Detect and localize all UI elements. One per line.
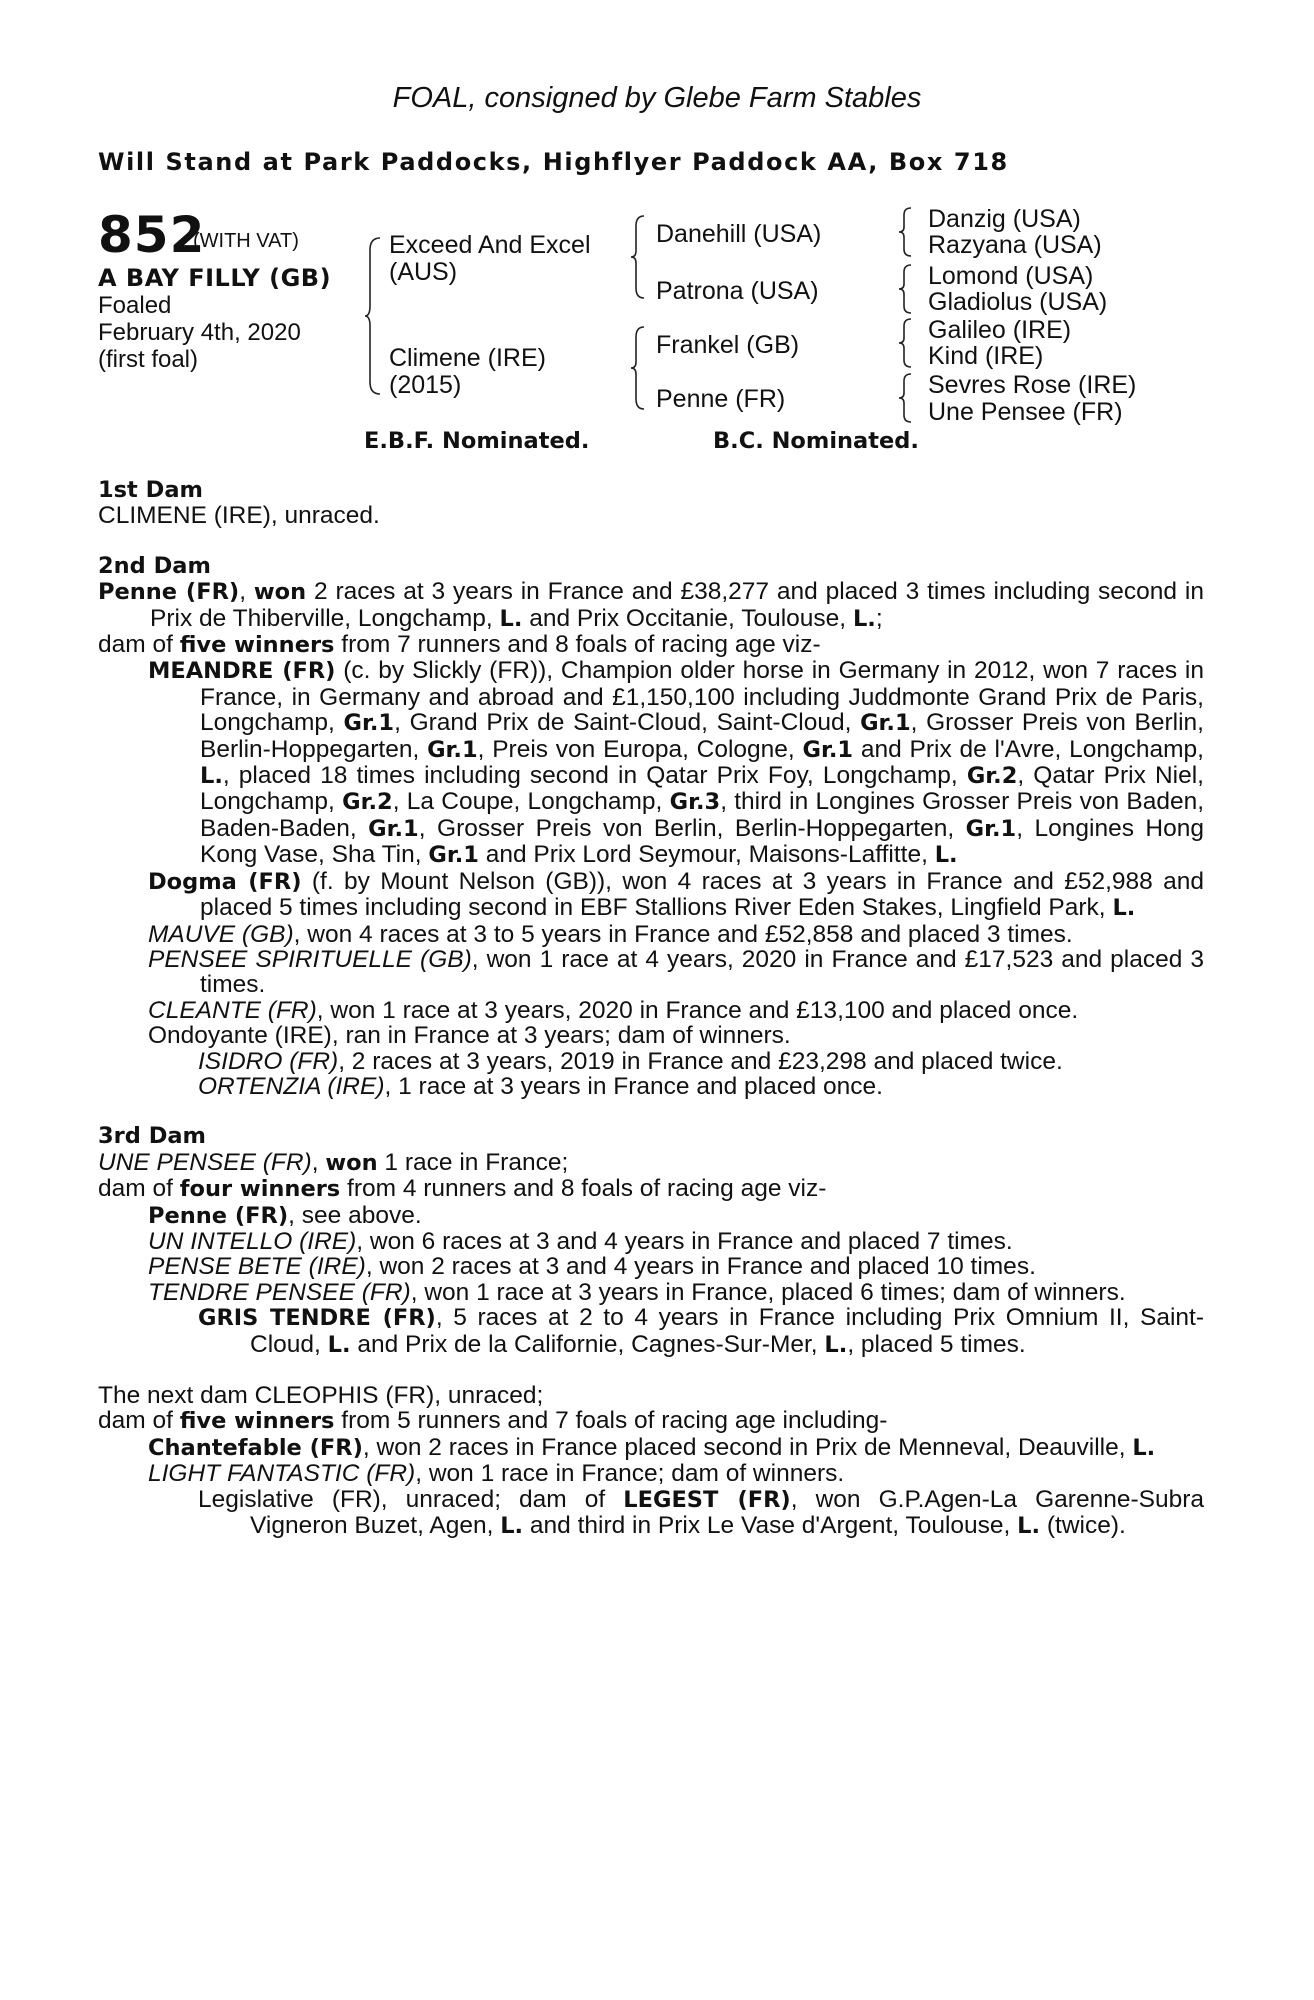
brace-g3: [898, 317, 914, 369]
ggp-sds: Lomond (USA): [928, 262, 1094, 290]
dam-parents-brace: [630, 325, 648, 411]
second-dam-produce-summary: dam of five winners from 7 runners and 8 foals of racing age viz-: [98, 631, 821, 659]
produce-ortenzia: ORTENZIA (IRE), 1 race at 3 years in France and placed once.: [198, 1072, 883, 1100]
third-dam-produce-summary: dam of four winners from 4 runners and 8 foals of racing age viz-: [98, 1175, 827, 1203]
third-dam-record: UNE PENSEE (FR), won 1 race in France;: [98, 1148, 569, 1176]
ggp-sdd: Gladiolus (USA): [928, 288, 1108, 316]
next-dam-produce-summary: dam of five winners from 5 runners and 7 foals of racing age including-: [98, 1407, 888, 1435]
ggp-ddd: Une Pensee (FR): [928, 398, 1123, 426]
second-dam-record: Penne (FR), won 2 races at 3 years in France and £38,277 and placed 3 times including second in Prix de Thiberville, Longchamp, L. and Prix Occitanie, Toulouse, L.;: [98, 578, 1204, 632]
dam-sire: Frankel (GB): [656, 331, 800, 359]
lot-number: 852: [98, 206, 206, 264]
ggp-dsd: Kind (IRE): [928, 342, 1044, 370]
dam-year: (2015): [389, 371, 462, 399]
horse-name: A BAY FILLY (GB): [98, 264, 332, 292]
consignor-line: FOAL, consigned by Glebe Farm Stables: [392, 82, 922, 114]
first-dam-text: CLIMENE (IRE), unraced.: [98, 502, 380, 530]
catalogue-body: [98, 478, 1204, 1539]
foaled-label: Foaled: [98, 292, 172, 319]
produce-chantefable: Chantefable (FR), won 2 races in France placed second in Prix de Menneval, Deauville, L.: [148, 1433, 1156, 1461]
ggp-dds: Sevres Rose (IRE): [928, 371, 1137, 399]
produce-penne: Penne (FR), see above.: [148, 1201, 422, 1229]
produce-mauve: MAUVE (GB), won 4 races at 3 to 5 years in France and £52,858 and placed 3 times.: [148, 920, 1073, 948]
produce-dogma: Dogma (FR) (f. by Mount Nelson (GB)), won 4 races at 3 years in France and £52,988 and placed 5 times including second in EBF Stallions River Eden Stakes, Lingfield Park, L.: [148, 867, 1204, 922]
ggp-dss: Galileo (IRE): [928, 316, 1072, 344]
produce-cleante: CLEANTE (FR), won 1 race at 3 years, 2020 in France and £13,100 and placed once.: [148, 996, 1079, 1024]
foaled-date: February 4th, 2020: [98, 319, 301, 346]
ebf-nominated: E.B.F. Nominated.: [364, 428, 590, 454]
ggp-ssd: Razyana (USA): [928, 231, 1102, 259]
next-dam-record: The next dam CLEOPHIS (FR), unraced;: [98, 1382, 544, 1409]
produce-light-fantastic: LIGHT FANTASTIC (FR), won 1 race in France; dam of winners.: [148, 1460, 845, 1488]
dam-dam: Penne (FR): [656, 385, 786, 413]
brace-g2: [898, 263, 914, 315]
sire-sire: Danehill (USA): [656, 220, 822, 248]
sire-country: (AUS): [389, 258, 458, 286]
sire-dam: Patrona (USA): [656, 277, 819, 305]
produce-ondoyante: Ondoyante (IRE), ran in France at 3 years; dam of winners.: [148, 1022, 791, 1050]
brace-g4: [898, 372, 914, 424]
sire-name: Exceed And Excel: [389, 231, 591, 259]
vat-note: (WITH VAT): [193, 230, 299, 252]
third-dam-heading: 3rd Dam: [98, 1123, 206, 1150]
sire-parents-brace: [630, 214, 648, 300]
dam-name: Climene (IRE): [389, 344, 546, 372]
produce-un-intello: UN INTELLO (IRE), won 6 races at 3 and 4 years in France and placed 7 times.: [148, 1227, 1013, 1255]
produce-pensee-spirituelle: PENSEE SPIRITUELLE (GB), won 1 race at 4 years, 2020 in France and £17,523 and placed 3 times.: [148, 945, 1204, 999]
produce-legislative: Legislative (FR), unraced; dam of LEGEST (FR), won G.P.Agen-La Garenne-Subra Vigneron Buzet, Agen, L. and third in Prix Le Vase d'Argent, Toulouse, L. (twice).: [198, 1485, 1204, 1540]
foal-note: (first foal): [98, 346, 199, 373]
second-dam-heading: 2nd Dam: [98, 552, 211, 579]
ggp-sss: Danzig (USA): [928, 205, 1081, 233]
stand-location: Will Stand at Park Paddocks, Highflyer Paddock AA, Box 718: [98, 148, 1009, 176]
produce-isidro: ISIDRO (FR), 2 races at 3 years, 2019 in France and £23,298 and placed twice.: [198, 1047, 1063, 1075]
sire-dam-brace: [364, 236, 384, 396]
produce-pense-bete: PENSE BETE (IRE), won 2 races at 3 and 4 years in France and placed 10 times.: [148, 1253, 1036, 1281]
produce-tendre-pensee: TENDRE PENSEE (FR), won 1 race at 3 years in France, placed 6 times; dam of winners.: [148, 1278, 1126, 1306]
bc-nominated: B.C. Nominated.: [713, 428, 919, 454]
dam-name-penne: Penne (FR): [98, 579, 240, 606]
first-dam-heading: 1st Dam: [98, 477, 203, 503]
brace-g1: [898, 206, 914, 258]
produce-gris-tendre: GRIS TENDRE (FR), 5 races at 2 to 4 years in France including Prix Omnium II, Saint-Cloud, L. and Prix de la Californie, Cagnes-Sur-Mer, L., placed 5 times.: [198, 1304, 1205, 1358]
produce-meandre: MEANDRE (FR) (c. by Slickly (FR)), Champion older horse in Germany in 2012, won 7 races in France, in Germany and abroad and £1,150,100 including Juddmonte Grand Prix de Paris, Longchamp, Gr.1, Grand Prix de Saint-Cloud, Saint-Cloud, Gr.1, Grosser Preis von Berlin, Berlin-Hoppegarten, Gr.1, Preis von Europa, Cologne, Gr.1 and Prix de l'Avre, Longchamp, L., placed 18 times including second in Qatar Prix Foy, Longchamp, Gr.2, Qatar Prix Niel, Longchamp, Gr.2, La Coupe, Longchamp, Gr.3, third in Longines Grosser Preis von Baden, Baden-Baden, Gr.1, Grosser Preis von Berlin, Berlin-Hoppegarten, Gr.1, Longines Hong Kong Vase, Sha Tin, Gr.1 and Prix Lord Seymour, Maisons-Laffitte, L.: [148, 657, 1205, 869]
